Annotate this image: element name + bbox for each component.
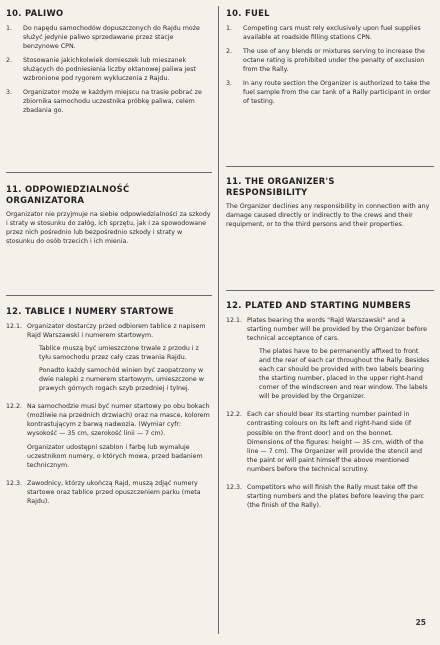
section-11-paragraph-en: The Organizer declines any responsibility in connection with any damage caused directly or indirectly to the crews and their requipment, or to the third persons and their properties. [226, 203, 430, 229]
section-rule [226, 166, 434, 167]
list-item: 1. Do napędu samochodów dopuszczonych do Rajdu może służyć jedynie paliwo sprzedawane przez stacje benzynowe CPN. [6, 24, 200, 50]
english-column-s12 [226, 300, 431, 519]
section-11-heading-pl: 11. ODPOWIEDZIALNOŚĆ ORGANIZATORA [6, 184, 130, 205]
section-11-paragraph-pl: Organizator nie przyjmuje na siebie odpowiedzialności za szkody i straty w stosunku do załóg, ich sprzętu, jak i za spowodowane przez nich pośrednio lub bezpośrednio szkody i straty w stosunku do osób trzecich i ich mienia. [6, 211, 211, 246]
english-column [226, 8, 431, 111]
polish-column [6, 8, 211, 120]
list-item: 12.3. Competitors who will finish the Rally must take off the starting numbers and the plates before leaving the parc (the finish of the Rally). [226, 484, 424, 510]
english-column-s11 [226, 176, 431, 235]
section-rule [6, 295, 212, 296]
column-divider [218, 6, 219, 634]
page-number: 25 [415, 618, 426, 627]
section-rule [226, 290, 434, 291]
list-item: 1. Competing cars must rely exclusively upon fuel supplies available at roadside filling stations CPN. [226, 24, 421, 41]
list-item: 12.1. Plates bearing the words "Rajd Warszawski" and a starting number will be provided by the Organizer before technical acceptance of cars. The plates have to be permanently affixed to front and the rear of each car throughout the Rally. Besides each car should be provided with two labels bearing the starting number, placed in the upper right-hand corner of the windscreen and rear window. The labels will be provided by the Organizer. [226, 316, 430, 401]
section-10-heading-pl: 10. PALIWO [6, 8, 64, 18]
section-12-heading-en: 12. PLATED AND STARTING NUMBERS [226, 300, 412, 310]
list-item: 2. The use of any blends or mixtures serving to increase the octane rating is prohibited under the penalty of exclusion from the Rally. [226, 47, 425, 73]
list-item: 12.3. Zawodnicy, którzy ukończą Rajd, muszą zdjąć numery startowe oraz tablice przed opuszczeniem parku (meta Rajdu). [6, 479, 201, 505]
list-item: 12.2. Each car should bear its starting number painted in contrasting colours on its left and right-hand side (if possible on the front door) and on the bonnet. Dimensions of the figures: height — 35 cm, width of the line — 7 cm). The Organizer will provide the stencil and the paint or will paint himself the above mentioned numbers before the technical scrutiny. [226, 411, 424, 473]
list-item: 3. Organizator może w każdym miejscu na trasie pobrać ze zbiornika samochodu uczestnika próbkę paliwa, celem zbadania go. [6, 89, 202, 115]
list-item: 12.2. Na samochodzie musi być numer startowy po obu bokach (możliwie na przednich drzwiach) oraz na masce, kolorem kontrastującym z barwą nadwozia. (Wymiar cyfr: wysokość — 35 cm, szerokość linii — 7 cm). Organizator udostępni szablon i farbę lub wymaluje uczestnikom numery, o których mowa, przed badaniem technicznym. [6, 403, 210, 469]
section-12-heading-pl: 12. TABLICE I NUMERY STARTOWE [6, 306, 174, 316]
polish-column-s11 [6, 184, 211, 252]
section-rule [6, 172, 212, 173]
list-item: 12.1. Organizator dostarczy przed odbiorem tablice z napisem Rajd Warszawski i numerem startowym. Tablice muszą być umieszczone trwale z przodu i z tyłu samochodu przez cały czas trwania Rajdu. Ponadto każdy samochód winien być zaopatrzony w dwie nalepki z numerem startowym, umieszczone w prawych górnych rogach szyb przedniej i tylnej. [6, 322, 206, 393]
section-10-heading-en: 10. FUEL [226, 8, 270, 18]
section-11-heading-en: 11. THE ORGANIZER'S RESPONSIBILITY [226, 176, 335, 197]
polish-column-s12 [6, 306, 211, 515]
list-item: 3. In any route section the Organizer is authorized to take the fuel sample from the car tank of a Rally participant in order of testing. [226, 79, 431, 106]
list-item: 2. Stosowanie jakichkolwiek domieszek lub mieszanek służących do podniesienia liczby oktanowej paliwa jest wzbronione pod rygorem wykluczenia z Rajdu. [6, 56, 196, 82]
